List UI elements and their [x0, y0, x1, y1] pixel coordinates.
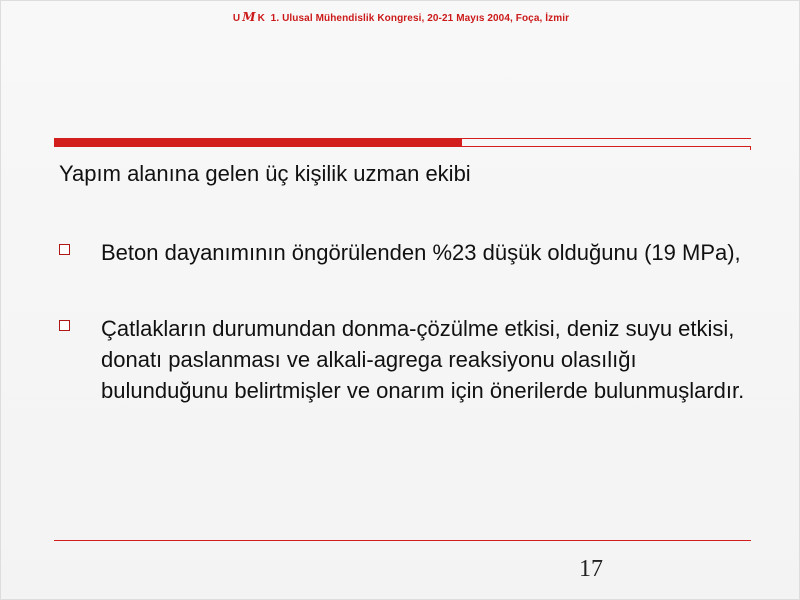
- header-divider-thick: [54, 138, 462, 147]
- bullet-item: [59, 313, 749, 406]
- slide-title: Yapım alanına gelen üç kişilik uzman ekibi: [59, 161, 471, 186]
- footer-divider: [54, 540, 751, 541]
- bullet-list: [59, 237, 749, 406]
- bullet-text: Çatlakların durumundan donma-çözülme etkisi, deniz suyu etkisi, donatı paslanması ve alkali-agrega reaksiyonu olasılığı bulunduğunu belirtmişler ve onarım için önerilerde bulunmuşlardır.: [101, 316, 745, 403]
- page-number: 17: [579, 556, 603, 582]
- conference-header: [1, 10, 800, 24]
- header-suffix: K 1. Ulusal Mühendislik Kongresi, 20-21 Mayıs 2004, Foça, İzmir: [257, 13, 570, 24]
- header-prefix: U: [232, 13, 241, 24]
- header-divider-thin-lower: [462, 146, 751, 147]
- bullet-text: Beton dayanımının öngörülenden %23 düşük olduğunu (19 MPa),: [101, 240, 741, 265]
- hollow-square-icon: [59, 244, 70, 255]
- header-logo-letter: M: [242, 10, 256, 24]
- bullet-item: [59, 237, 749, 268]
- header-divider-tick: [750, 147, 751, 150]
- hollow-square-icon: [59, 320, 70, 331]
